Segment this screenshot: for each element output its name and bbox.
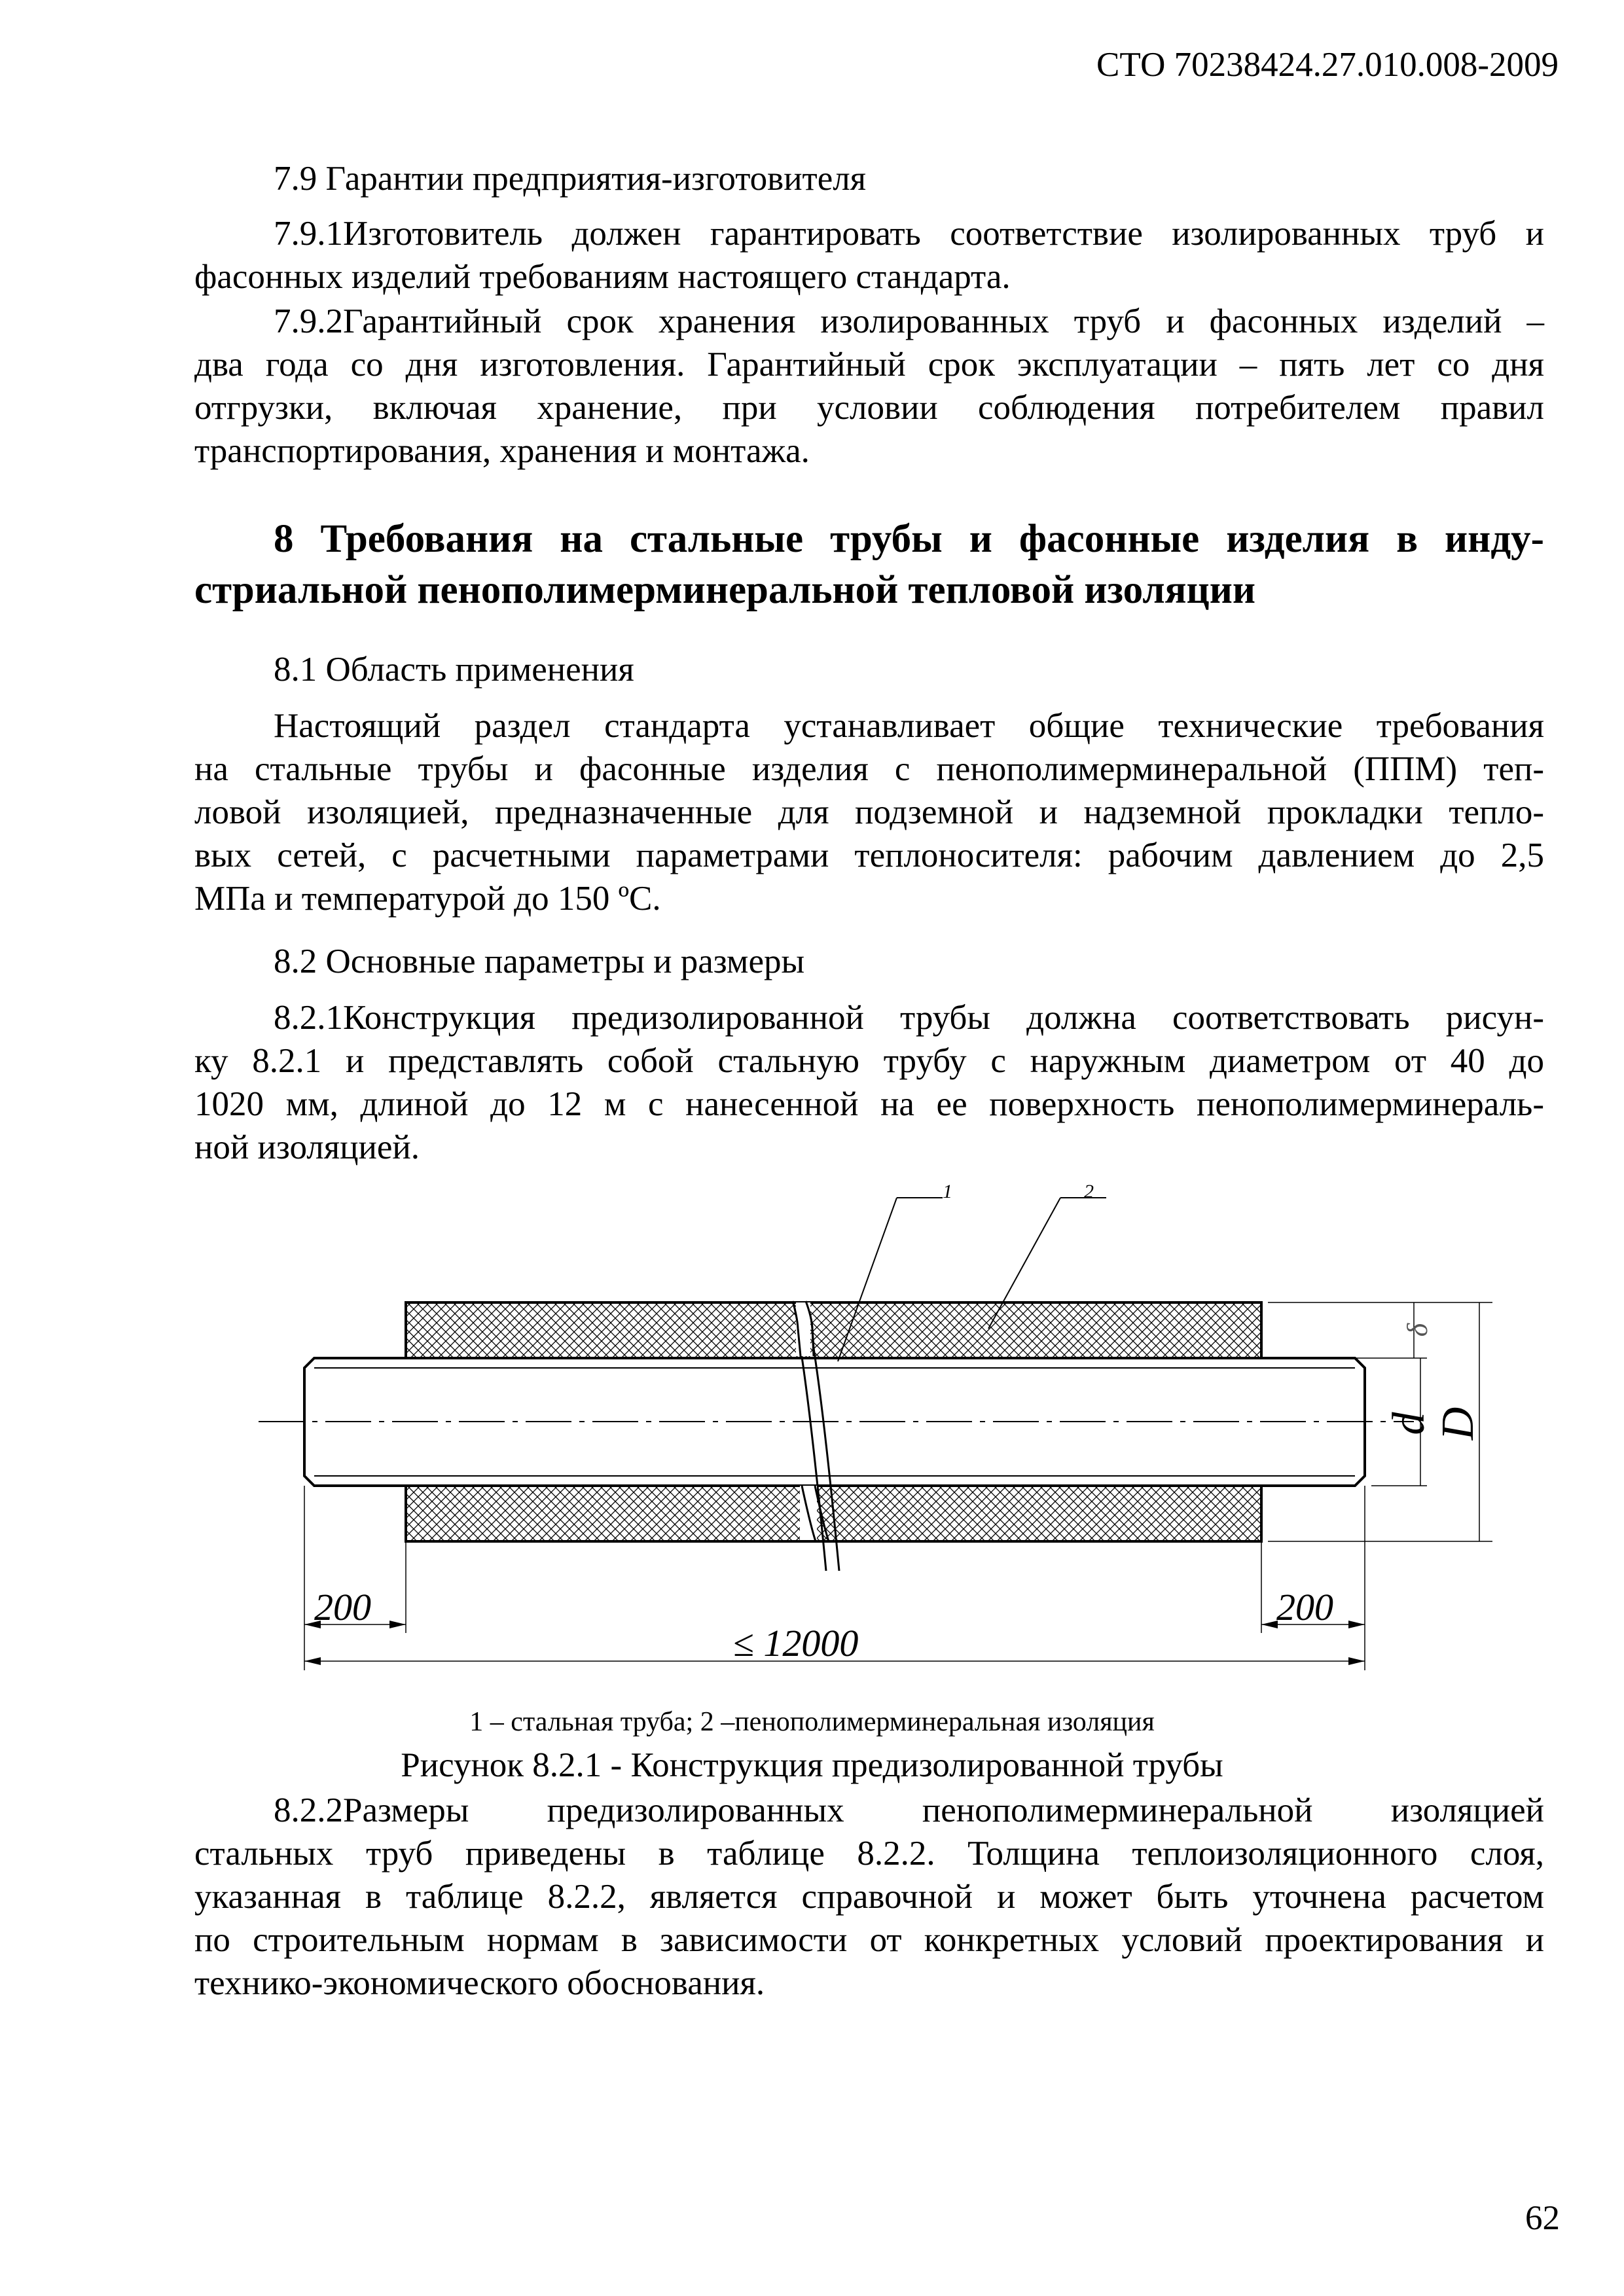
section-8-1-title: 8.1 Область применения [274, 651, 634, 689]
callout-label-2: 2 [1084, 1181, 1094, 1202]
figure-caption: Рисунок 8.2.1 - Конструкция предизолированной трубы [401, 1746, 1223, 1784]
paragraph-7-9-1-line: 7.9.1Изготовитель должен гарантировать соответствие изолированных труб и [274, 215, 1544, 253]
paragraph-8-2-1-line: ку 8.2.1 и представлять собой стальную трубу с наружным диаметром от 40 до [194, 1042, 1544, 1080]
dimension-left-label: 200 [314, 1586, 371, 1628]
paragraph-8-2-1-line: 8.2.1Конструкция предизолированной трубы должна соответствовать рисун- [274, 999, 1544, 1037]
section-7-9-title: 7.9 Гарантии предприятия-изготовителя [274, 160, 867, 198]
figure-legend: 1 – стальная труба; 2 –пенополимерминеральная изоляция [469, 1707, 1155, 1737]
paragraph-8-2-1-line: ной изоляцией. [194, 1128, 420, 1166]
label-D: D [1433, 1407, 1483, 1441]
paragraph-7-9-2-line: 7.9.2Гарантийный срок хранения изолированных труб и фасонных изделий – [274, 302, 1544, 340]
insulation-layer-top [406, 1302, 1261, 1358]
label-delta: δ [1401, 1323, 1434, 1337]
paragraph-8-2-2-line: стальных труб приведены в таблице 8.2.2. Толщина теплоизоляционного слоя, [194, 1835, 1544, 1873]
paragraph-8-1-line: МПа и температурой до 150 ºС. [194, 880, 661, 918]
paragraph-8-1-line: ловой изоляцией, предназначенные для подземной и надземной прокладки тепло- [194, 793, 1544, 831]
paragraph-8-2-2-line: технико-экономического обоснования. [194, 1964, 765, 2002]
paragraph-8-1-line: вых сетей, с расчетными параметрами теплоносителя: рабочим давлением до 2,5 [194, 836, 1544, 874]
paragraph-7-9-2-line: два года со дня изготовления. Гарантийный срок эксплуатации – пять лет со дня [194, 346, 1544, 384]
paragraph-7-9-2-line: отгрузки, включая хранение, при условии соблюдения потребителем правил [194, 389, 1544, 427]
label-d: d [1384, 1412, 1434, 1435]
paragraph-8-2-2-line: по строительным нормам в зависимости от конкретных условий проектирования и [194, 1921, 1544, 1959]
document-code: СТО 70238424.27.010.008-2009 [1096, 46, 1559, 84]
paragraph-8-1-line: на стальные трубы и фасонные изделия с пенополимерминеральной (ППМ) теп- [194, 750, 1544, 788]
page-number: 62 [1525, 2199, 1560, 2237]
section-8-heading-line: 8 Требования на стальные трубы и фасонные изделия в инду- [274, 517, 1544, 561]
paragraph-8-2-2-line: 8.2.2Размеры предизолированных пенополимерминеральной изоляцией [274, 1791, 1544, 1829]
dimension-total-label: ≤ 12000 [733, 1622, 859, 1664]
figure-pipe-construction [249, 1172, 1525, 1695]
paragraph-8-2-1-line: 1020 мм, длиной до 12 м с нанесенной на ее поверхность пенополимерминераль- [194, 1085, 1544, 1123]
section-8-heading-line: стриальной пенополимерминеральной тепловой изоляции [194, 568, 1255, 612]
section-8-2-title: 8.2 Основные параметры и размеры [274, 942, 805, 980]
dimension-right-label: 200 [1276, 1586, 1333, 1628]
paragraph-8-1-line: Настоящий раздел стандарта устанавливает общие технические требования [274, 707, 1544, 745]
callout-label-1: 1 [943, 1181, 952, 1202]
paragraph-7-9-2-line: транспортирования, хранения и монтажа. [194, 432, 810, 470]
paragraph-8-2-2-line: указанная в таблице 8.2.2, является справочной и может быть уточнена расчетом [194, 1878, 1544, 1916]
paragraph-7-9-1-line: фасонных изделий требованиям настоящего стандарта. [194, 258, 1011, 296]
